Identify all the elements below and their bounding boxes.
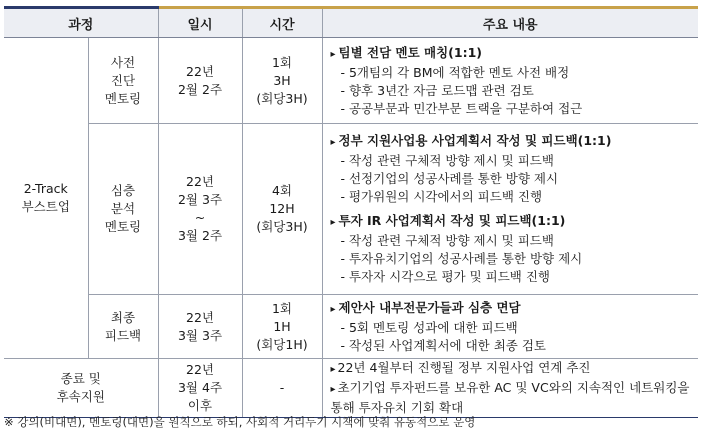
content-cell xyxy=(322,359,698,418)
process-name: 최종 피드백 xyxy=(88,295,158,359)
row-final-feedback xyxy=(4,295,698,359)
process-name: 심층 분석 멘토링 xyxy=(88,124,158,295)
list-item: - 5개팀의 각 BM에 적합한 멘토 사전 배정 xyxy=(340,64,570,80)
time-cell: 1회 3H (회당3H) xyxy=(242,38,322,124)
list-item: - 작성 관련 구체적 방향 제시 및 피드백 xyxy=(340,233,554,248)
square-bullet-icon: ▸ xyxy=(330,217,336,228)
content-section xyxy=(331,44,697,118)
time-cell: 1회 1H (회당1H) xyxy=(242,295,322,359)
content-section xyxy=(331,212,697,286)
content-cell xyxy=(322,38,698,124)
header-process: 과정 xyxy=(4,8,158,38)
date-cell: 22년 2월 2주 xyxy=(158,38,242,124)
row-closing xyxy=(4,359,698,418)
square-bullet-icon: ▸ xyxy=(330,48,336,60)
date-cell: 22년 3월 4주 이후 xyxy=(158,359,242,418)
triangle-bullet-icon: ▸ xyxy=(330,364,336,375)
section-title: ▸ 정부 지원사업용 사업계획서 작성 및 피드백(1:1) xyxy=(330,133,612,148)
content-cell xyxy=(322,295,698,359)
row-pre-diagnosis xyxy=(4,38,698,124)
list-item: - 작성된 사업계획서에 대한 최종 검토 xyxy=(340,337,547,353)
content-section xyxy=(331,132,697,206)
list-item: - 투자유치기업의 성공사례를 통한 방향 제시 xyxy=(340,251,583,266)
schedule-table xyxy=(4,6,698,418)
section-title: ▸ 팀별 전담 멘토 매칭(1:1) xyxy=(330,44,483,60)
section-title: ▸ 제안사 내부전문가들과 심층 면담 xyxy=(330,299,521,315)
date-cell: 22년 3월 3주 xyxy=(158,295,242,359)
process-name: 사전 진단 멘토링 xyxy=(88,38,158,124)
header-row xyxy=(4,8,698,38)
row-deep-analysis xyxy=(4,124,698,295)
list-item: ▸ 초기기업 투자펀드를 보유한 AC 및 VC와의 지속적인 네트워킹을 통해 투자유치 기회 확대 xyxy=(330,380,690,415)
header-content: 주요 내용 xyxy=(322,8,698,38)
date-cell: 22년 2월 3주 ~ 3월 2주 xyxy=(158,124,242,295)
list-item: ▸ 22년 4월부터 진행될 정부 지원사업 연계 추진 xyxy=(330,360,591,375)
time-cell: 4회 12H (회당3H) xyxy=(242,124,322,295)
list-item: - 투자자 시각으로 평가 및 피드백 진행 xyxy=(340,269,550,284)
list-item: - 향후 3년간 자금 로드맵 관련 검토 xyxy=(340,82,534,98)
triangle-bullet-icon: ▸ xyxy=(330,384,336,395)
header-time: 시간 xyxy=(242,8,322,38)
process-name: 종료 및 후속지원 xyxy=(4,359,158,418)
square-bullet-icon: ▸ xyxy=(330,303,336,315)
square-bullet-icon: ▸ xyxy=(330,137,336,148)
list-item: - 선정기업의 성공사례를 통한 방향 제시 xyxy=(340,171,559,186)
list-item: - 작성 관련 구체적 방향 제시 및 피드백 xyxy=(340,153,554,168)
list-item: - 공공부문과 민간부문 트랙을 구분하여 접근 xyxy=(340,100,583,116)
list-item: - 5회 멘토링 성과에 대한 피드백 xyxy=(340,319,518,335)
time-cell: - xyxy=(242,359,322,418)
footnote: ※ 강의(비대면), 멘토링(대면)을 원칙으로 하되, 사회적 거리두기 시책에 맞춰 유동적으로 운영 xyxy=(4,415,476,429)
list-item: - 평가위원의 시각에서의 피드백 진행 xyxy=(340,189,543,204)
section-title: ▸ 투자 IR 사업계획서 작성 및 피드백(1:1) xyxy=(330,213,566,228)
track-label: 2-Track 부스트업 xyxy=(4,38,88,359)
content-cell xyxy=(322,124,698,295)
content-section xyxy=(331,299,697,355)
header-date: 일시 xyxy=(158,8,242,38)
